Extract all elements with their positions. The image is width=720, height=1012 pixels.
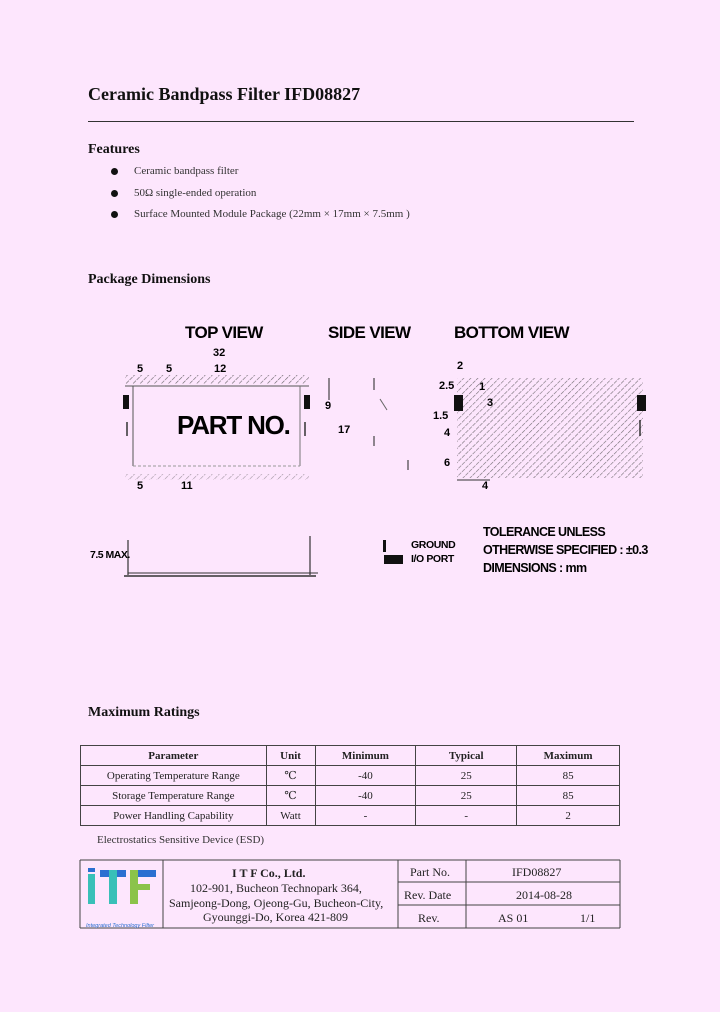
dim-5c: 5 (137, 480, 144, 492)
tolerance-line-3: DIMENSIONS : mm (483, 561, 587, 575)
table-cell: Power Handling Capability (81, 806, 267, 826)
table-cell: ℃ (266, 766, 315, 786)
rev-date-value: 2014-08-28 (516, 888, 572, 902)
feature-item: Surface Mounted Module Package (22mm × 17mm × 7.5mm ) (134, 208, 410, 220)
dim-11: 11 (181, 480, 193, 492)
dim-12: 12 (214, 363, 227, 375)
dim-5a: 5 (137, 363, 144, 375)
ratings-heading: Maximum Ratings (88, 705, 200, 720)
table-cell: -40 (315, 766, 416, 786)
legend-io-port: I/O PORT (411, 553, 454, 565)
table-cell: -40 (315, 786, 416, 806)
company-address-3: Gyounggi-Do, Korea 421-809 (203, 910, 348, 924)
rev-value: AS 01 (498, 911, 529, 925)
itf-logo-icon (86, 866, 160, 918)
table-cell: - (315, 806, 416, 826)
dim-32: 32 (213, 347, 226, 359)
table-cell: 85 (517, 786, 620, 806)
part-no-value: IFD08827 (512, 865, 562, 879)
table-cell: 25 (416, 786, 517, 806)
table-cell: 25 (416, 766, 517, 786)
rev-date-label: Rev. Date (404, 888, 452, 902)
dim-b2: 2 (457, 360, 464, 372)
legend-ground: GROUND (411, 539, 456, 551)
table-cell: Operating Temperature Range (81, 766, 267, 786)
dim-b6: 6 (444, 457, 451, 469)
part-no-label: Part No. (410, 865, 450, 879)
dim-b1: 1 (479, 381, 486, 393)
dim-b15: 1.5 (433, 410, 449, 422)
table-cell: ℃ (266, 786, 315, 806)
feature-item: 50Ω single-ended operation (134, 187, 257, 199)
feature-item: Ceramic bandpass filter (134, 165, 239, 177)
dim-b25: 2.5 (439, 380, 455, 392)
table-cell: Storage Temperature Range (81, 786, 267, 806)
package-heading: Package Dimensions (88, 272, 211, 287)
dim-b3: 3 (487, 397, 494, 409)
part-no-label: PART NO. (177, 410, 290, 440)
table-cell: Watt (266, 806, 315, 826)
col-header: Minimum (315, 746, 416, 766)
esd-note: Electrostatics Sensitive Device (ESD) (97, 834, 265, 846)
dim-max-height: 7.5 MAX. (90, 549, 130, 561)
company-address-2: Samjeong-Dong, Ojeong-Gu, Bucheon-City, (169, 896, 384, 910)
itf-logo (86, 866, 160, 929)
bottom-view-label: BOTTOM VIEW (454, 323, 569, 342)
dim-b4a: 4 (444, 427, 451, 439)
dim-5b: 5 (166, 363, 173, 375)
col-header: Parameter (81, 746, 267, 766)
document-title: Ceramic Bandpass Filter IFD08827 (88, 84, 361, 104)
table-cell: - (416, 806, 517, 826)
features-heading: Features (88, 142, 140, 157)
dim-17: 17 (338, 424, 351, 436)
company-name: I T F Co., Ltd. (232, 866, 306, 880)
col-header: Maximum (517, 746, 620, 766)
dim-b4b: 4 (482, 480, 489, 492)
tolerance-line-1: TOLERANCE UNLESS (483, 525, 606, 539)
rev-label: Rev. (418, 911, 440, 925)
table-cell: 85 (517, 766, 620, 786)
col-header: Typical (416, 746, 517, 766)
table-cell: 2 (517, 806, 620, 826)
company-address-1: 102-901, Bucheon Technopark 364, (190, 881, 362, 895)
top-view-label: TOP VIEW (185, 323, 263, 342)
dim-9: 9 (325, 400, 332, 412)
side-view-label: SIDE VIEW (328, 323, 411, 342)
page-number: 1/1 (580, 911, 596, 925)
logo-tagline: Integrated Technology Filter (86, 923, 154, 929)
col-header: Unit (266, 746, 315, 766)
tolerance-line-2: OTHERWISE SPECIFIED : ±0.3 (483, 543, 648, 557)
